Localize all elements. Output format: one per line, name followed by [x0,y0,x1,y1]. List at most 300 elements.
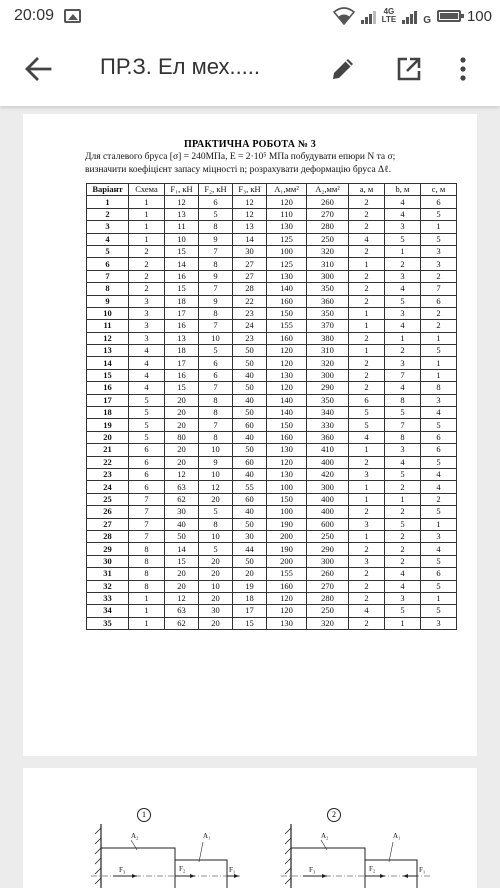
table-cell: 5 [421,580,457,592]
table-cell: 5 [385,468,421,480]
table-cell: 12 [233,196,267,208]
table-cell: 280 [307,221,349,233]
scheme-2-number: 2 [327,808,341,822]
table-cell: 4 [385,568,421,580]
table-cell: 50 [233,407,267,419]
table-cell: 4 [385,320,421,332]
table-row [87,394,457,406]
table-cell: 310 [307,345,349,357]
scheme-1-label-a2: A₂ [131,832,139,840]
table-cell: 5 [129,419,165,431]
table-cell: 7 [199,382,233,394]
table-cell: 360 [307,431,349,443]
table-row [87,592,457,604]
column-header: Схема [129,184,165,196]
table-cell: 50 [233,382,267,394]
scheme-2-label-f3: F₃ [309,866,316,874]
table-cell: 8 [199,394,233,406]
table-row [87,382,457,394]
table-cell: 320 [307,245,349,257]
table-cell: 5 [421,233,457,245]
table-cell: 6 [421,431,457,443]
table-cell: 6 [421,568,457,580]
table-cell: 1 [129,233,165,245]
variant-number-cell: 8 [87,283,129,295]
table-cell: 80 [165,431,199,443]
table-cell: 5 [421,456,457,468]
table-cell: 8 [385,394,421,406]
table-cell: 30 [233,245,267,257]
scheme-1-diagram [91,804,241,888]
table-cell: 24 [233,320,267,332]
table-cell: 11 [165,221,199,233]
table-cell: 13 [165,332,199,344]
table-cell: 20 [165,444,199,456]
table-cell: 410 [307,444,349,456]
table-cell: 50 [233,518,267,530]
table-cell: 3 [421,530,457,542]
table-cell: 400 [307,506,349,518]
table-cell: 16 [165,369,199,381]
more-vert-icon[interactable] [458,56,468,82]
table-cell: 2 [385,481,421,493]
column-header: F₂, кН [199,184,233,196]
table-cell: 5 [385,295,421,307]
table-cell: 16 [165,320,199,332]
table-cell: 4 [421,481,457,493]
table-cell: 250 [307,530,349,542]
table-cell: 2 [129,245,165,257]
table-cell: 1 [349,493,385,505]
table-cell: 350 [307,394,349,406]
scheme-1-number: 1 [137,808,151,822]
table-cell: 19 [233,580,267,592]
variant-number-cell: 7 [87,270,129,282]
table-cell: 140 [267,283,307,295]
table-row [87,605,457,617]
table-row [87,196,457,208]
table-cell: 140 [267,407,307,419]
table-cell: 155 [267,320,307,332]
table-cell: 4 [385,382,421,394]
table-cell: 160 [267,332,307,344]
table-cell: 10 [199,444,233,456]
table-cell: 4 [421,407,457,419]
table-cell: 7 [385,369,421,381]
table-cell: 27 [233,270,267,282]
table-cell: 2 [421,307,457,319]
table-cell: 10 [199,332,233,344]
column-header: c, м [421,184,457,196]
column-header: A₁,мм² [267,184,307,196]
table-cell: 260 [307,568,349,580]
table-cell: 1 [129,208,165,220]
table-row [87,456,457,468]
table-cell: 8 [199,307,233,319]
table-cell: 270 [307,208,349,220]
table-cell: 3 [421,258,457,270]
variant-number-cell: 3 [87,221,129,233]
table-cell: 1 [421,369,457,381]
table-cell: 350 [307,307,349,319]
table-cell: 130 [267,369,307,381]
table-cell: 5 [421,605,457,617]
table-cell: 250 [307,605,349,617]
table-cell: 13 [165,208,199,220]
table-row [87,357,457,369]
table-cell: 6 [349,394,385,406]
table-cell: 190 [267,543,307,555]
table-cell: 5 [199,345,233,357]
table-cell: 1 [129,196,165,208]
table-cell: 2 [349,295,385,307]
table-cell: 1 [421,592,457,604]
table-cell: 150 [267,419,307,431]
variant-number-cell: 32 [87,580,129,592]
table-row [87,580,457,592]
variant-number-cell: 9 [87,295,129,307]
scheme-2-label-f1: F₁ [419,866,426,874]
table-cell: 30 [165,506,199,518]
column-header: A₂,мм² [307,184,349,196]
table-cell: 2 [129,270,165,282]
variant-number-cell: 18 [87,407,129,419]
table-cell: 5 [385,518,421,530]
table-cell: 12 [165,468,199,480]
table-cell: 15 [165,382,199,394]
variant-number-cell: 22 [87,456,129,468]
table-cell: 55 [233,481,267,493]
table-cell: 17 [165,307,199,319]
table-cell: 370 [307,320,349,332]
variant-number-cell: 1 [87,196,129,208]
table-cell: 5 [349,419,385,431]
table-cell: 7 [199,419,233,431]
status-indicators [333,5,492,27]
table-cell: 1 [129,605,165,617]
table-header-row [87,184,457,196]
table-cell: 5 [421,345,457,357]
table-cell: 6 [421,196,457,208]
table-cell: 3 [349,555,385,567]
table-cell: 2 [421,493,457,505]
table-cell: 2 [349,506,385,518]
table-cell: 9 [199,270,233,282]
table-row [87,407,457,419]
table-cell: 1 [129,617,165,629]
table-cell: 1 [349,307,385,319]
table-cell: 1 [349,444,385,456]
table-cell: 3 [349,518,385,530]
table-cell: 20 [199,617,233,629]
variant-number-cell: 27 [87,518,129,530]
table-cell: 4 [385,208,421,220]
table-cell: 160 [267,580,307,592]
table-cell: 3 [385,221,421,233]
variant-number-cell: 19 [87,419,129,431]
variant-number-cell: 33 [87,592,129,604]
back-arrow-icon[interactable] [24,56,52,82]
table-cell: 5 [129,431,165,443]
table-row [87,258,457,270]
table-cell: 4 [385,196,421,208]
table-cell: 8 [129,555,165,567]
table-cell: 200 [267,555,307,567]
table-cell: 6 [199,196,233,208]
table-cell: 20 [165,568,199,580]
table-cell: 100 [267,481,307,493]
open-in-new-icon[interactable] [396,56,422,82]
table-cell: 120 [267,196,307,208]
table-cell: 250 [307,233,349,245]
variant-number-cell: 24 [87,481,129,493]
table-row [87,481,457,493]
table-cell: 2 [421,320,457,332]
table-row [87,506,457,518]
scheme-2-label-f2: F₂ [369,865,376,873]
table-cell: 4 [129,382,165,394]
table-cell: 120 [267,345,307,357]
table-cell: 1 [129,221,165,233]
table-cell: 125 [267,233,307,245]
table-cell: 12 [199,481,233,493]
table-cell: 1 [421,221,457,233]
variant-number-cell: 30 [87,555,129,567]
table-cell: 20 [165,456,199,468]
table-row [87,245,457,257]
table-cell: 40 [233,394,267,406]
table-cell: 1 [385,245,421,257]
table-cell: 420 [307,468,349,480]
table-cell: 7 [421,283,457,295]
table-row [87,431,457,443]
table-cell: 15 [233,617,267,629]
table-cell: 2 [129,283,165,295]
table-cell: 7 [129,493,165,505]
document-title: ПР.З. Ел мех..... [100,54,261,79]
table-cell: 130 [267,221,307,233]
table-cell: 2 [129,258,165,270]
table-cell: 2 [349,283,385,295]
table-cell: 10 [199,468,233,480]
practical-work-title: ПРАКТИЧНА РОБОТА № 3 [184,139,316,150]
task-condition [85,151,455,176]
variant-number-cell: 10 [87,307,129,319]
pencil-icon[interactable] [330,56,356,82]
table-cell: 62 [165,493,199,505]
table-cell: 7 [129,506,165,518]
variant-number-cell: 31 [87,568,129,580]
variant-number-cell: 15 [87,369,129,381]
table-row [87,369,457,381]
table-body [87,196,457,630]
table-cell: 1 [349,530,385,542]
table-cell: 1 [129,592,165,604]
table-cell: 4 [349,431,385,443]
variant-number-cell: 11 [87,320,129,332]
table-cell: 300 [307,555,349,567]
table-cell: 30 [233,530,267,542]
table-cell: 3 [421,617,457,629]
table-row [87,555,457,567]
table-row [87,617,457,629]
variant-number-cell: 17 [87,394,129,406]
table-cell: 4 [385,283,421,295]
table-cell: 20 [165,419,199,431]
table-row [87,332,457,344]
table-cell: 3 [129,320,165,332]
table-cell: 1 [349,481,385,493]
table-cell: 50 [233,444,267,456]
table-cell: 7 [385,419,421,431]
table-cell: 30 [199,605,233,617]
table-cell: 2 [349,270,385,282]
table-cell: 2 [349,357,385,369]
table-row [87,233,457,245]
table-cell: 120 [267,592,307,604]
table-cell: 2 [349,196,385,208]
signal-bars-2-icon [402,8,417,24]
table-cell: 120 [267,357,307,369]
variant-number-cell: 23 [87,468,129,480]
table-cell: 2 [421,270,457,282]
table-cell: 3 [385,592,421,604]
table-cell: 3 [129,307,165,319]
table-cell: 6 [129,481,165,493]
table-cell: 20 [199,493,233,505]
condition-line-2: визначити коефіцієнт запасу міцності n; розрахувати деформацію бруса Δℓ. [85,164,392,175]
table-cell: 2 [385,530,421,542]
table-row [87,221,457,233]
variant-number-cell: 16 [87,382,129,394]
table-cell: 44 [233,543,267,555]
table-cell: 6 [129,468,165,480]
table-cell: 62 [165,617,199,629]
table-cell: 5 [129,407,165,419]
table-cell: 9 [199,456,233,468]
table-cell: 20 [199,592,233,604]
table-cell: 14 [165,258,199,270]
scheme-2-label-a2: A₂ [321,832,329,840]
table-cell: 1 [349,320,385,332]
table-cell: 12 [165,196,199,208]
table-cell: 3 [385,270,421,282]
table-cell: 7 [129,518,165,530]
table-cell: 40 [233,431,267,443]
table-cell: 2 [349,592,385,604]
table-cell: 50 [233,555,267,567]
table-cell: 13 [233,221,267,233]
document-page-2 [23,768,477,888]
variant-number-cell: 6 [87,258,129,270]
table-cell: 2 [349,617,385,629]
table-cell: 400 [307,493,349,505]
table-cell: 22 [233,295,267,307]
variant-number-cell: 25 [87,493,129,505]
table-cell: 2 [349,208,385,220]
table-cell: 2 [349,568,385,580]
wifi-icon [333,7,355,25]
app-bar [0,32,500,106]
table-cell: 1 [385,332,421,344]
column-header: F₃, кН [233,184,267,196]
table-cell: 7 [129,530,165,542]
table-cell: 4 [129,369,165,381]
table-cell: 3 [349,468,385,480]
table-cell: 3 [129,295,165,307]
table-row [87,543,457,555]
table-row [87,295,457,307]
table-cell: 16 [165,270,199,282]
scheme-1-label-a1: A₁ [203,832,211,840]
table-cell: 350 [307,283,349,295]
table-cell: 160 [267,295,307,307]
table-row [87,518,457,530]
table-cell: 2 [385,345,421,357]
table-cell: 27 [233,258,267,270]
table-cell: 5 [199,208,233,220]
table-cell: 5 [199,543,233,555]
table-cell: 160 [267,431,307,443]
table-cell: 23 [233,332,267,344]
table-cell: 130 [267,270,307,282]
table-row [87,283,457,295]
column-header: a, м [349,184,385,196]
table-cell: 60 [233,493,267,505]
table-cell: 5 [421,506,457,518]
table-cell: 4 [349,605,385,617]
table-cell: 2 [349,580,385,592]
variant-number-cell: 21 [87,444,129,456]
table-cell: 2 [349,221,385,233]
table-cell: 8 [129,543,165,555]
variant-number-cell: 28 [87,530,129,542]
table-cell: 5 [421,555,457,567]
table-cell: 5 [421,208,457,220]
table-row [87,345,457,357]
variant-number-cell: 26 [87,506,129,518]
table-cell: 50 [233,357,267,369]
table-cell: 120 [267,456,307,468]
variant-number-cell: 5 [87,245,129,257]
table-cell: 18 [233,592,267,604]
scheme-1-label-f2: F₂ [179,865,186,873]
table-cell: 20 [199,568,233,580]
table-cell: 6 [199,357,233,369]
table-cell: 300 [307,270,349,282]
table-row [87,419,457,431]
table-cell: 1 [421,332,457,344]
table-cell: 2 [385,258,421,270]
table-cell: 8 [199,407,233,419]
table-row [87,568,457,580]
table-cell: 15 [165,555,199,567]
table-cell: 4 [421,543,457,555]
table-cell: 110 [267,208,307,220]
table-row [87,493,457,505]
column-header-variant: Варіант [87,184,129,196]
table-row [87,208,457,220]
scheme-1-drawing [91,804,241,888]
table-cell: 290 [307,382,349,394]
table-cell: 120 [267,382,307,394]
table-cell: 14 [233,233,267,245]
table-cell: 280 [307,592,349,604]
table-cell: 40 [233,506,267,518]
table-cell: 28 [233,283,267,295]
table-cell: 1 [421,357,457,369]
table-cell: 120 [267,605,307,617]
